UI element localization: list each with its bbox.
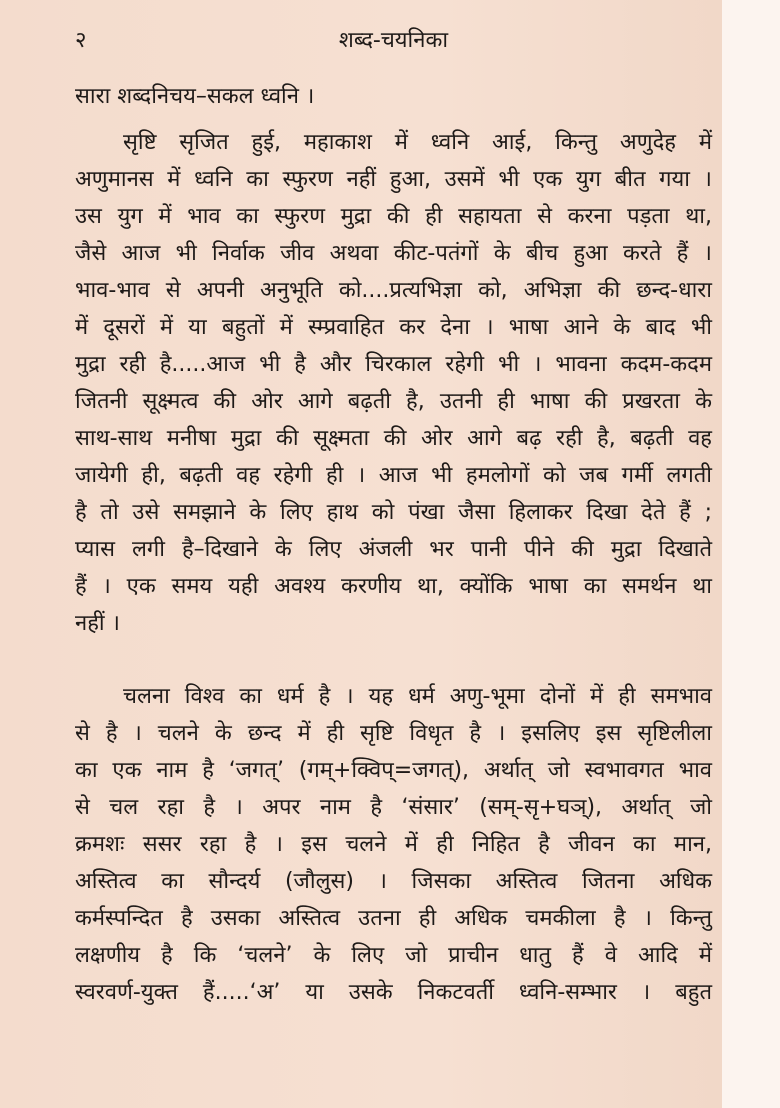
text-line: से है । चलने के छन्द में ही सृष्टि विधृत है । इसलिए इस सृष्टिलीला <box>75 721 712 746</box>
text-line: जायेगी ही, बढ़ती वह रहेगी ही । आज भी हमलोगों को जब गर्मी लगती <box>75 463 712 488</box>
page-body <box>75 78 712 1011</box>
text-line: का एक नाम है ‘जगत्’ (गम्+क्विप्=जगत्), अर्थात् जो स्वभावगत भाव <box>75 758 712 783</box>
paragraph <box>75 78 712 115</box>
text-line: चलना विश्व का धर्म है । यह धर्म अणु-भूमा दोनों में ही समभाव <box>123 684 712 709</box>
text-line: है तो उसे समझाने के लिए हाथ को पंखा जैसा हिलाकर दिखा देते हैं ; <box>75 500 712 525</box>
text-line: में दूसरों में या बहुतों में स्म्प्रवाहित कर देना । भाषा आने के बाद भी <box>75 315 712 340</box>
text-line: प्यास लगी है–दिखाने के लिए अंजली भर पानी पीने की मुद्रा दिखाते <box>75 537 712 562</box>
page-edge <box>722 0 780 1108</box>
text-line: मुद्रा रही है.....आज भी है और चिरकाल रहेगी भी । भावना कदम-कदम <box>75 352 712 377</box>
text-line: से चल रहा है । अपर नाम है ‘संसार’ (सम्-सृ+घञ्), अर्थात् जो <box>75 795 712 820</box>
paragraph <box>75 124 712 642</box>
text-line: कर्मस्पन्दित है उसका अस्तित्व उतना ही अधिक चमकीला है । किन्तु <box>75 906 712 931</box>
paragraph <box>75 678 712 1011</box>
text-line: साथ-साथ मनीषा मुद्रा की सूक्ष्मता की ओर आगे बढ़ रही है, बढ़ती वह <box>75 426 712 451</box>
text-line: अणुमानस में ध्वनि का स्फुरण नहीं हुआ, उसमें भी एक युग बीत गया । <box>75 167 712 192</box>
text-line: जैसे आज भी निर्वाक जीव अथवा कीट-पतंगों के बीच हुआ करते हैं । <box>75 241 712 266</box>
text-line: नहीं । <box>75 611 120 636</box>
running-header <box>75 24 712 58</box>
text-line: जितनी सूक्ष्मत्व की ओर आगे बढ़ती है, उतनी ही भाषा की प्रखरता के <box>75 389 712 414</box>
running-title: शब्द-चयनिका <box>338 28 449 53</box>
page-number: २ <box>75 28 87 53</box>
text-line: अस्तित्व का सौन्दर्य (जौलुस) । जिसका अस्तित्व जितना अधिक <box>75 869 712 894</box>
text-line: उस युग में भाव का स्फुरण मुद्रा की ही सहायता से करना पड़ता था, <box>75 204 712 229</box>
text-line: क्रमशः ससर रहा है । इस चलने में ही निहित है जीवन का मान, <box>75 832 712 857</box>
text-line: भाव-भाव से अपनी अनुभूति को....प्रत्यभिज्ञा को, अभिज्ञा की छन्द-धारा <box>75 278 712 303</box>
text-line: हैं । एक समय यही अवश्य करणीय था, क्योंकि भाषा का समर्थन था <box>75 574 712 599</box>
text-line: सारा शब्दनिचय–सकल ध्वनि । <box>75 84 315 109</box>
text-line: लक्षणीय है कि ‘चलने’ के लिए जो प्राचीन धातु हैं वे आदि में <box>75 943 712 968</box>
text-line: स्वरवर्ण-युक्त हैं.....‘अ’ या उसके निकटवर्ती ध्वनि-सम्भार । बहुत <box>75 980 712 1005</box>
text-line: सृष्टि सृजित हुई, महाकाश में ध्वनि आई, किन्तु अणुदेह में <box>123 130 712 155</box>
